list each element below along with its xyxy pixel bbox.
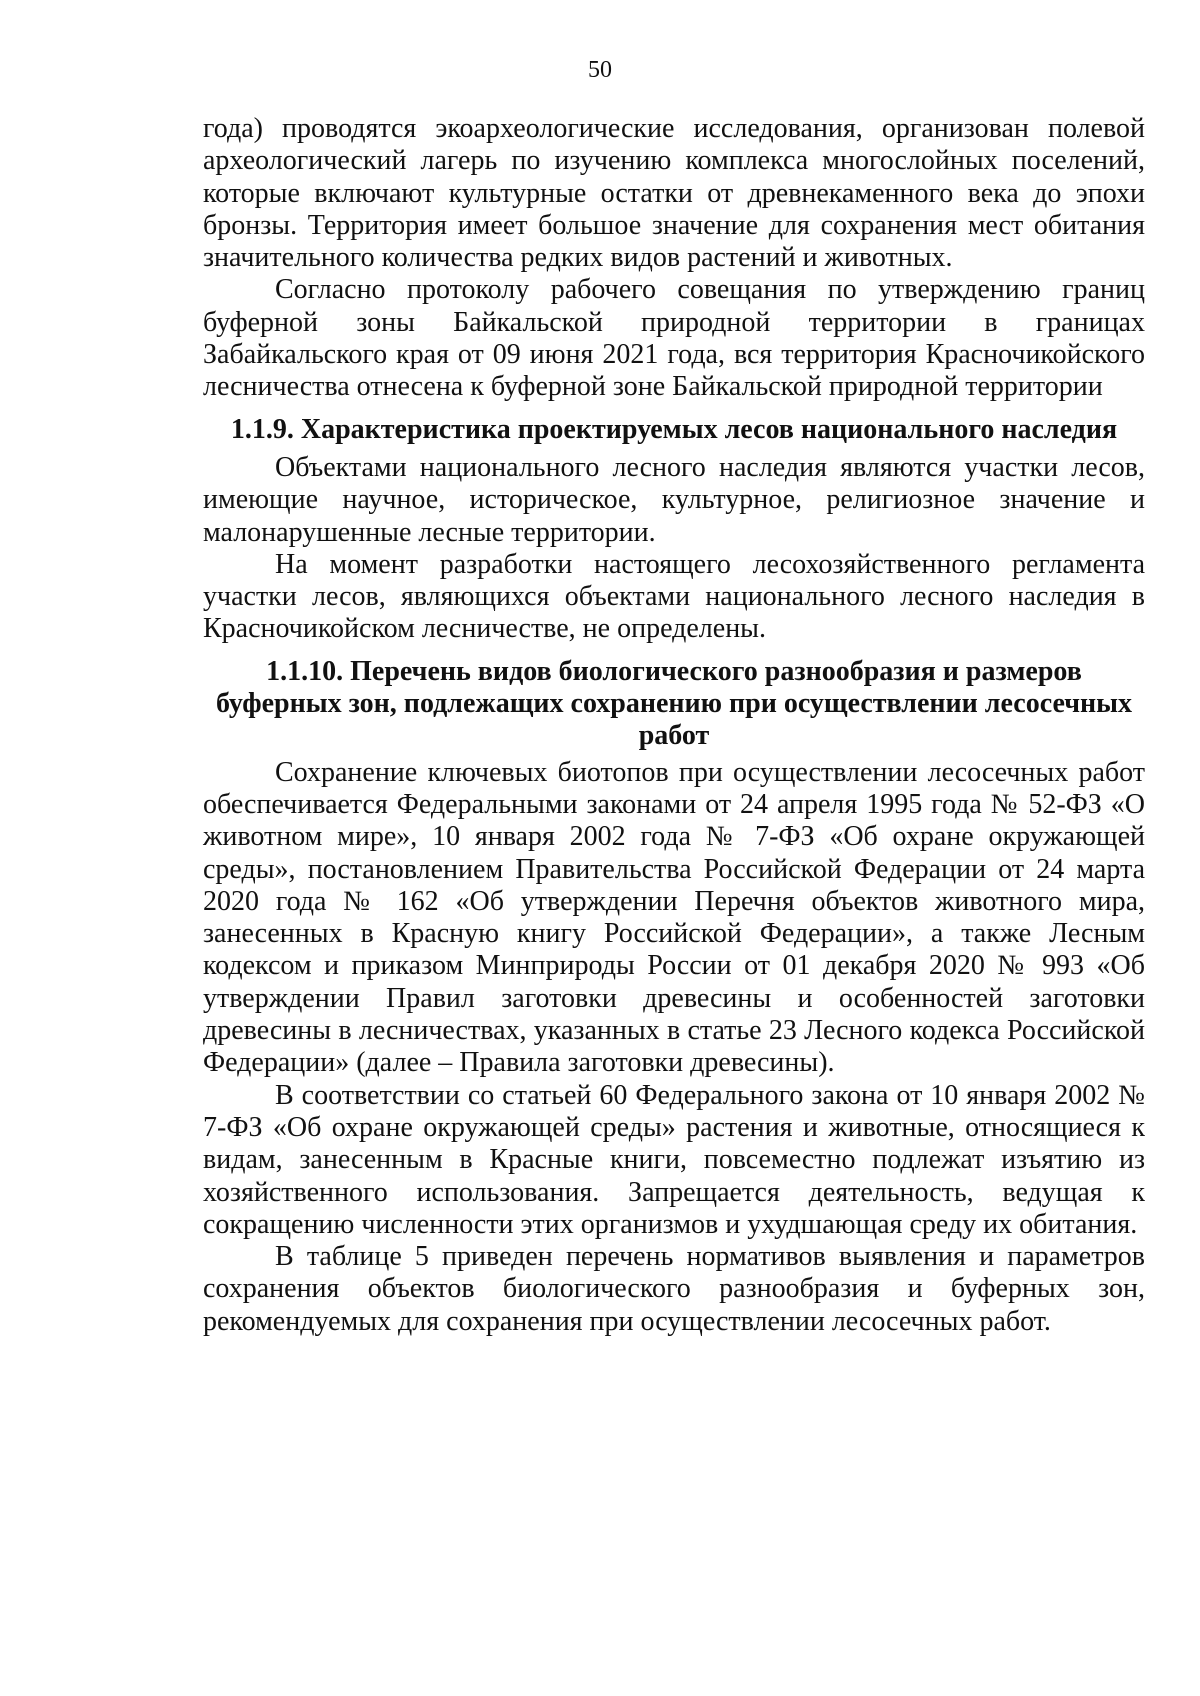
section-heading-1-1-9: 1.1.9. Характеристика проектируемых лесов национального наследия — [230, 413, 1118, 445]
paragraph-table-5-reference: В таблице 5 приведен перечень нормативов выявления и параметров сохранения объектов биологического разнообразия и буферных зон, рекомендуемых для сохранения при осуществлении лесосечных работ. — [203, 1241, 1145, 1337]
document-body — [203, 113, 1145, 1338]
page-number: 50 — [588, 57, 612, 83]
paragraph-archaeology: года) проводятся экоархеологические исследования, организован полевой археологический лагерь по изучению комплекса многослойных поселений, которые включают культурные остатки от древнекаменного века до эпохи бронзы. Территория имеет большое значение для сохранения мест обитания значительного количества редких видов растений и животных. — [203, 113, 1145, 274]
section-heading-1-1-10: 1.1.10. Перечень видов биологического разнообразия и размеров буферных зон, подлежащих сохранению при осуществлении лесосечных работ — [215, 655, 1132, 752]
paragraph-article-60: В соответствии со статьей 60 Федерального закона от 10 января 2002 № 7-ФЗ «Об охране окружающей среды» растения и животные, относящиеся к видам, занесенным в Красные книги, повсеместно подлежат изъятию из хозяйственного использования. Запрещается деятельность, ведущая к сокращению численности этих организмов и ухудшающая среду их обитания. — [203, 1079, 1145, 1240]
paragraph-biotope-conservation: Сохранение ключевых биотопов при осуществлении лесосечных работ обеспечивается Федеральными законами от 24 апреля 1995 года № 52-ФЗ «О животном мире», 10 января 2002 года № 7-ФЗ «Об охране окружающей среды», постановлением Правительства Российской Федерации от 24 марта 2020 года № 162 «Об утверждении Перечня объектов животного мира, занесенных в Красную книгу Российской Федерации», а также Лесным кодексом и приказом Минприроды России от 01 декабря 2020 № 993 «Об утверждении Правил заготовки древесины и особенностей заготовки древесины в лесничествах, указанных в статье 23 Лесного кодекса Российской Федерации» (далее – Правила заготовки древесины). — [203, 756, 1145, 1079]
paragraph-heritage-not-defined: На момент разработки настоящего лесохозяйственного регламента участки лесов, являющихся объектами национального лесного наследия в Красночикойском лесничестве, не определены. — [203, 548, 1145, 645]
paragraph-buffer-zone-protocol: Согласно протоколу рабочего совещания по утверждению границ буферной зоны Байкальской природной территории в границах Забайкальского края от 09 июня 2021 года, вся территория Красночикойского лесничества отнесена к буферной зоне Байкальской природной территории — [203, 274, 1145, 403]
paragraph-heritage-objects: Объектами национального лесного наследия являются участки лесов, имеющие научное, историческое, культурное, религиозное значение и малонарушенные лесные территории. — [203, 451, 1145, 548]
